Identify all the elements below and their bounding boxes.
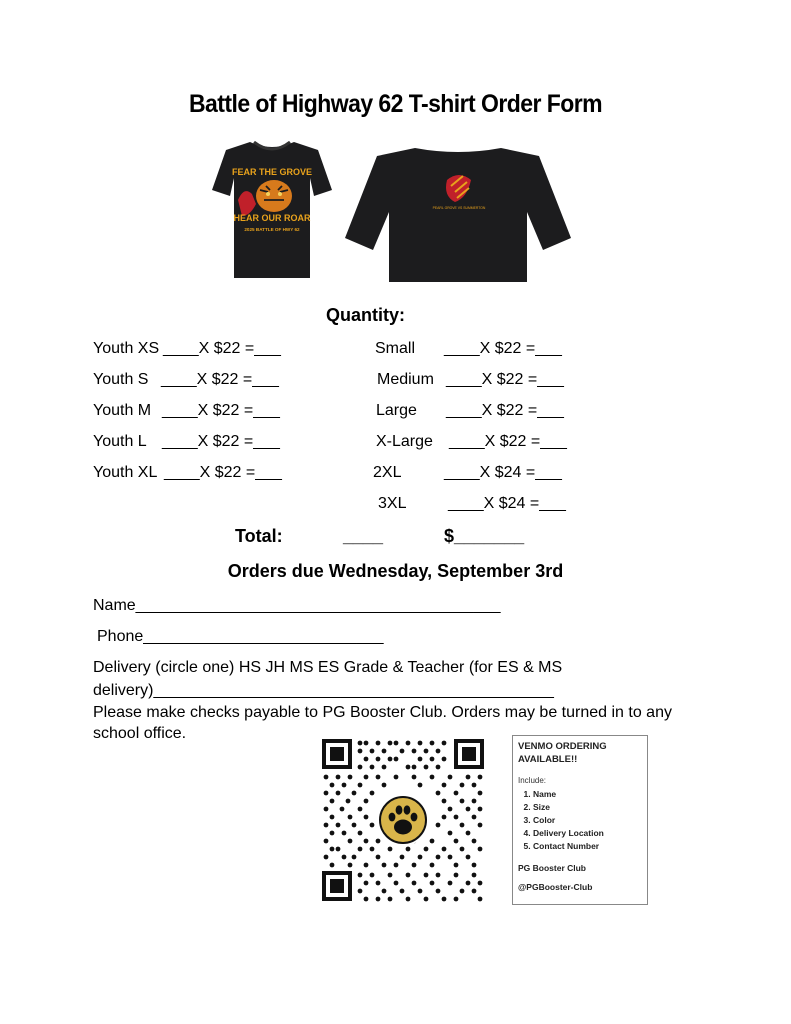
quantity-heading: Quantity: — [326, 305, 405, 325]
qr-finder-bottom-left — [322, 871, 352, 901]
size-row-x-large — [376, 433, 567, 451]
total-amount-blank: $_______ — [444, 526, 525, 546]
size-label: Youth XL — [93, 464, 158, 481]
size-row-2xl — [373, 464, 562, 482]
front-shirt-line3: 2025 BATTLE OF HWY 62 — [244, 227, 300, 232]
back-shirt-caption: PEARL GROVE VS SUMMERTON — [432, 206, 486, 210]
venmo-heading: VENMO ORDERING AVAILABLE!! — [518, 741, 607, 765]
size-price-line: ____X $24 =___ — [444, 464, 562, 481]
size-price-line: ____X $22 =___ — [446, 402, 564, 419]
size-label: Youth S — [93, 371, 149, 388]
size-row-youth-xl — [93, 464, 282, 482]
size-row-small — [375, 340, 562, 358]
size-label: Small — [375, 340, 416, 357]
size-label: Medium — [377, 371, 434, 388]
size-price-line: ____X $22 =___ — [163, 340, 281, 357]
size-row-youth-m — [93, 402, 280, 420]
size-label: X-Large — [376, 433, 433, 450]
size-label: Large — [376, 402, 417, 419]
front-shirt-line2: HEAR OUR ROAR — [233, 213, 311, 223]
list-item: 1. Name — [533, 788, 604, 801]
delivery-line-2: delivery)_____________________________________________ — [93, 682, 554, 699]
size-row-youth-xs — [93, 340, 281, 358]
paw-print-icon — [377, 794, 429, 846]
size-row-youth-l — [93, 433, 280, 451]
size-price-line: ____X $22 =___ — [449, 433, 567, 450]
size-label: Youth XS — [93, 340, 160, 357]
size-price-line: ____X $22 =___ — [162, 402, 280, 419]
size-label: Youth M — [93, 402, 152, 419]
qr-finder-top-left — [322, 739, 352, 769]
size-row-large — [376, 402, 564, 420]
size-price-line: ____X $22 =___ — [446, 371, 564, 388]
back-shirt-image — [343, 142, 573, 286]
checks-note-line-1: Please make checks payable to PG Booster Club. Orders may be turned in to any — [93, 704, 672, 721]
size-price-line: ____X $22 =___ — [162, 433, 280, 450]
size-label: 3XL — [378, 495, 407, 512]
size-row-medium — [377, 371, 564, 389]
size-row-3xl — [378, 495, 566, 513]
phone-field-line: Phone___________________________ — [97, 628, 384, 645]
total-quantity-blank: ____ — [343, 526, 384, 546]
qr-finder-top-right — [454, 739, 484, 769]
venmo-handle: @PGBooster-Club — [518, 882, 593, 892]
page-title: Battle of Highway 62 T-shirt Order Form — [189, 90, 602, 118]
size-row-youth-s — [93, 371, 279, 389]
list-item: 5. Contact Number — [533, 840, 604, 853]
size-label: 2XL — [373, 464, 402, 481]
size-price-line: ____X $22 =___ — [161, 371, 279, 388]
venmo-qr-code[interactable] — [320, 737, 486, 903]
tiger-icon — [256, 180, 292, 212]
list-item: 2. Size — [533, 801, 604, 814]
front-shirt-image — [210, 138, 334, 282]
venmo-club-name: PG Booster Club — [518, 863, 587, 873]
delivery-line-1: Delivery (circle one) HS JH MS ES Grade & Teacher (for ES & MS — [93, 659, 563, 676]
size-price-line: ____X $22 =___ — [444, 340, 562, 357]
front-shirt-line1: FEAR THE GROVE — [231, 167, 313, 177]
size-price-line: ____X $24 =___ — [448, 495, 566, 512]
back-shirt-body — [345, 148, 571, 282]
venmo-include-label: Include: — [518, 776, 547, 785]
venmo-include-list — [517, 788, 604, 853]
size-price-line: ____X $22 =___ — [164, 464, 282, 481]
list-item: 4. Delivery Location — [533, 827, 604, 840]
checks-note-line-2: school office. — [93, 725, 187, 742]
size-label: Youth L — [93, 433, 147, 450]
total-label: Total: — [235, 526, 283, 546]
list-item: 3. Color — [533, 814, 604, 827]
venmo-info-box — [512, 735, 648, 905]
name-field-line: Name_________________________________________ — [93, 597, 501, 614]
due-date-notice: Orders due Wednesday, September 3rd — [227, 561, 564, 581]
